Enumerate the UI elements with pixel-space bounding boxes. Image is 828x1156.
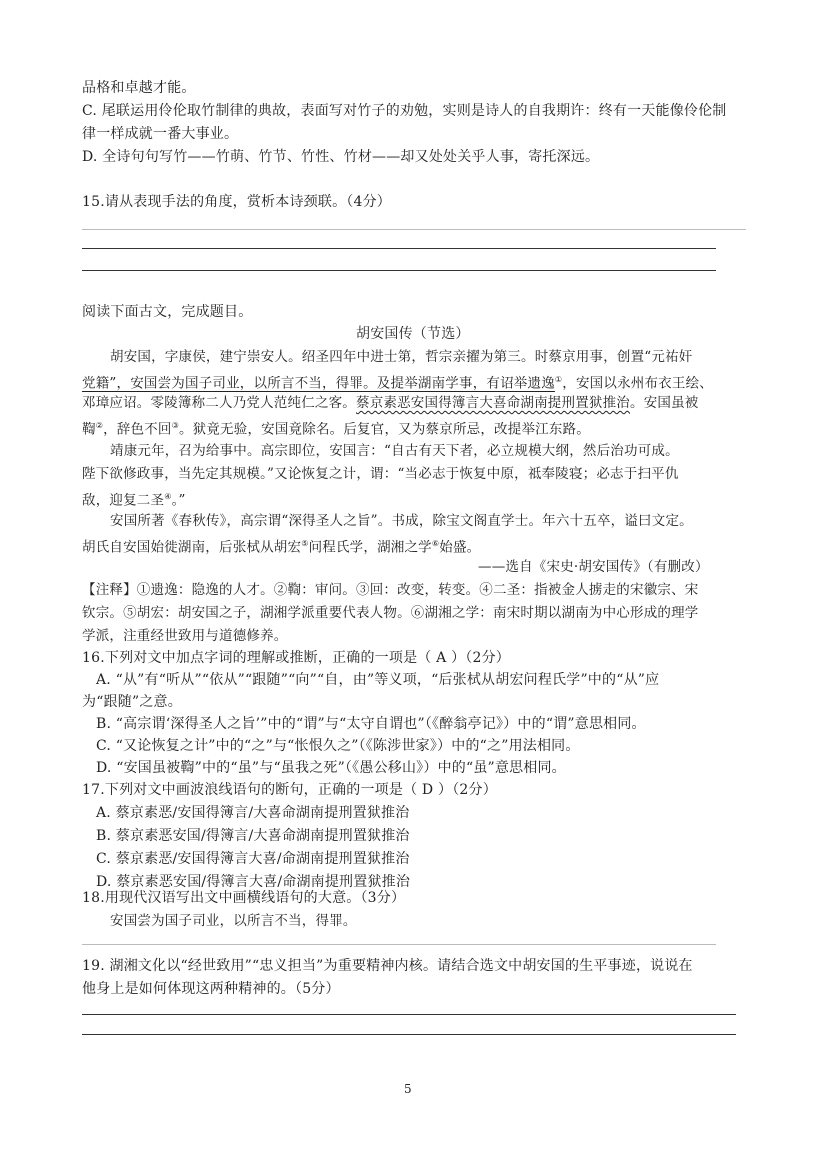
passage-text: 。安国虽被	[630, 395, 699, 411]
notes-line: 【注释】①遗逸：隐逸的人才。②鞫：审问。③回：改变，转变。④二圣：指被金人掳走的宋徽宗、宋	[82, 582, 699, 598]
q15-prompt: 15.请从表现手法的角度，赏析本诗颈联。（4分）	[82, 194, 391, 210]
passage-source: ——选自《宋史·胡安国传》（有删改）	[478, 559, 709, 575]
note-marker: ③	[171, 421, 179, 430]
q19-prompt-cont: 他身上是如何体现这两种精神的。（5分）	[82, 981, 340, 997]
q16-option-b: B. “高宗谓‘深得圣人之旨’”中的“谓”与“太守自谓也”（《醉翁亭记》）中的“谓”意思相同。	[96, 716, 646, 732]
q18-sentence: 安国尝为国子司业，以所言不当，得罪。	[110, 913, 357, 929]
passage-line	[82, 393, 699, 413]
answer-rule	[82, 944, 716, 945]
passage-text: 鞫	[82, 421, 96, 438]
passage-line: 靖康元年，召为给事中。高宗即位，安国言：“自古有天下者，必立规模大纲，然后治功可成。	[110, 443, 679, 459]
passage-line	[82, 370, 713, 394]
q16-option-a: A. “从”有“听从”“依从”“跟随”“向”“自，由”等义项，“后张栻从胡宏问程氏学”中的“从”应	[96, 672, 660, 688]
passage-line: 安国所著《春秋传》，高宗谓“深得圣人之旨”。书成，除宝文阁直学士。年六十五卒，谥曰文定。	[110, 513, 693, 529]
notes-line: 钦宗。⑤胡宏：胡安国之子，湖湘学派重要代表人物。⑥湖湘之学：南宋时期以湖南为中心形成的理学	[82, 605, 699, 621]
q17-option-d: D. 蔡京素恶安国/得簿言大喜/命湖南提刑置狱推治	[96, 874, 411, 890]
q14-option-c: C. 尾联运用伶伦取竹制律的典故，表面写对竹子的劝勉，实则是诗人的自我期许：终有一天能像伶伦制	[82, 103, 727, 119]
q16-option-a-cont: 为“跟随”之意。	[82, 694, 182, 710]
answer-rule	[82, 1014, 736, 1015]
answer-rule	[82, 270, 716, 271]
notes-line: 学派，注重经世致用与道德修养。	[82, 628, 288, 644]
q19-prompt: 19. 湖湘文化以“经世致用”“忠义担当”为重要精神内核。请结合选文中胡安国的生平事迹，说说在	[82, 958, 693, 974]
passage-text: 。”	[171, 492, 186, 509]
passage-text: 邓璋应诏。零陵簿称二人乃党人范纯仁之客。	[82, 395, 356, 411]
q16-option-d: D. “安国虽被鞫”中的“虽”与“虽我之死”（《愚公移山》）中的“虽”意思相同。	[96, 760, 566, 776]
answer-rule	[82, 1034, 736, 1035]
q16-option-c: C. “又论恢复之计”中的“之”与“怅恨久之”（《陈涉世家》）中的“之”用法相同。	[96, 738, 580, 754]
note-marker: ⑥	[431, 539, 440, 548]
passage-text: ，辞色不回	[103, 421, 172, 438]
passage-line	[82, 416, 590, 440]
passage-line: 胡安国，字康侯，建宁崇安人。绍圣四年中进士第，哲宗亲擢为第三。时蔡京用事，创置“元祐奸	[110, 349, 693, 365]
note-marker: ①	[554, 375, 563, 384]
q14-option-d: D. 全诗句句写竹——竹萌、竹节、竹性、竹材——却又处处关乎人事，寄托深远。	[82, 149, 600, 165]
q18-prompt: 18.用现代汉语写出文中画横线语句的大意。（3分）	[82, 890, 406, 906]
answer-rule	[82, 248, 716, 249]
passage-text: 。狱竟无验，安国竟除名。后复官，又为蔡京所忌，改提举江东路。	[178, 421, 590, 438]
q17-option-c: C. 蔡京素恶/安国得簿言大喜/命湖南提刑置狱推治	[96, 851, 410, 867]
passage-text: ，安国以永州布衣王绘、	[562, 375, 713, 392]
note-marker: ④	[164, 492, 172, 501]
underlined-sentence: 党籍”，安国尝为国子司业，以所言不当，得罪。及提举湖南学事，有诏举遗逸	[82, 375, 555, 392]
q16-prompt: 16.下列对文中加点字词的理解或推断，正确的一项是（ A ）（2分）	[82, 650, 510, 666]
page-number: 5	[404, 1082, 412, 1096]
passage-text: 胡氏自安国始徙湖南，后张栻从胡宏	[82, 539, 302, 556]
note-marker: ⑤	[301, 539, 309, 548]
note-marker: ②	[95, 421, 104, 430]
q17-option-a: A. 蔡京素恶/安国得簿言/大喜命湖南提刑置狱推治	[96, 805, 410, 821]
q17-prompt: 17.下列对文中画波浪线语句的断句，正确的一项是（ D ）（2分）	[82, 782, 497, 798]
q17-option-b: B. 蔡京素恶安国/得簿言/大喜命湖南提刑置狱推治	[96, 828, 410, 844]
passage-title: 胡安国传（节选）	[356, 326, 470, 342]
wavy-underlined-sentence: 蔡京素恶安国得簿言大喜命湖南提刑置狱推治	[356, 395, 630, 411]
q14-text-line: 品格和卓越才能。	[82, 80, 196, 96]
passage-line: 陛下欲修政事，当先定其规模。”又论恢复之计，谓：“当必志于恢复中原，祗奉陵寝；必志于扫平仇	[82, 466, 679, 482]
passage-text: 问程氏学，湖湘之学	[308, 539, 432, 556]
passage-text: 敌，迎复二圣	[82, 492, 165, 509]
passage-intro: 阅读下面古文，完成题目。	[82, 304, 253, 320]
passage-text: 始盛。	[439, 539, 481, 556]
answer-rule	[82, 229, 746, 230]
q14-option-c-cont: 律一样成就一番大事业。	[82, 126, 239, 142]
passage-line	[82, 534, 480, 558]
passage-line	[82, 487, 186, 511]
